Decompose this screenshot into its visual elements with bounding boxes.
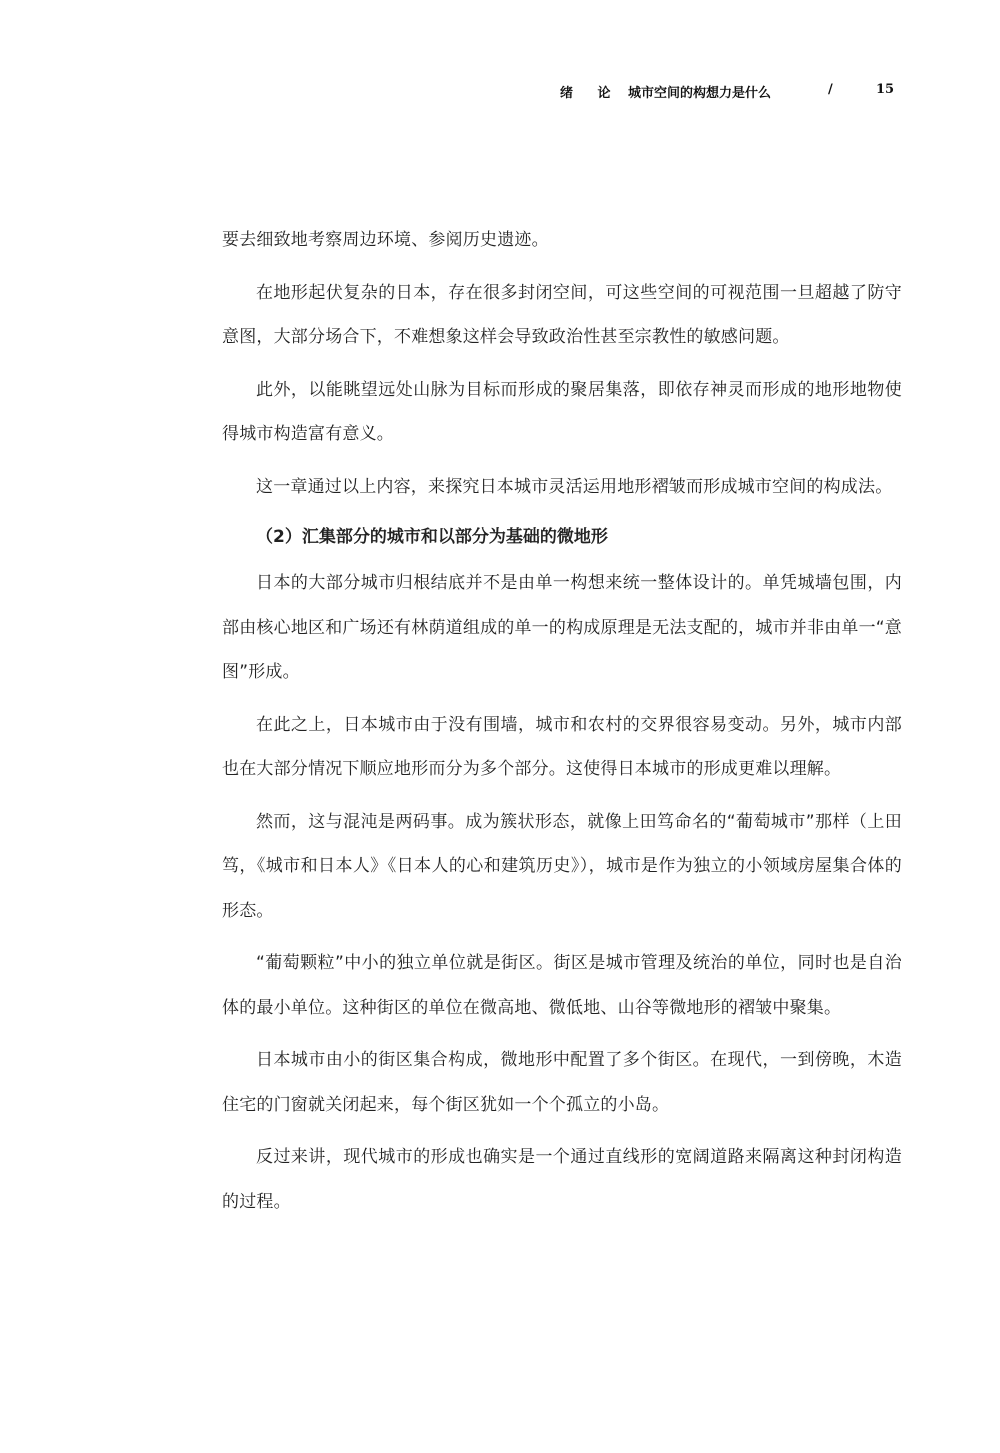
paragraph: 要去细致地考察周边环境、参阅历史遗迹。 xyxy=(222,230,549,250)
page-number: 15 xyxy=(876,82,895,97)
paragraph: “葡萄颗粒”中小的独立单位就是街区。街区是城市管理及统治的单位，同时也是自治体的最小单位。这种街区的单位在微高地、微低地、山谷等微地形的褶皱中聚集。 xyxy=(222,953,902,1018)
paragraph: 然而，这与混沌是两码事。成为簇状形态，就像上田笃命名的“葡萄城市”那样（上田笃，《城市和日本人》《日本人的心和建筑历史》），城市是作为独立的小领域房屋集合体的形态。 xyxy=(222,811,902,921)
paragraph: 反过来讲，现代城市的形成也确实是一个通过直线形的宽阔道路来隔离这种封闭构造的过程。 xyxy=(222,1147,902,1212)
header-title: 城市空间的构想力是什么 xyxy=(628,86,772,101)
header-chapter: 绪 论 xyxy=(560,86,621,101)
paragraph: 日本的大部分城市归根结底并不是由单一构想来统一整体设计的。单凭城墙包围，内部由核心地区和广场还有林荫道组成的单一的构成原理是无法支配的，城市并非由单一“意图”形成。 xyxy=(222,573,902,682)
running-header xyxy=(560,78,900,102)
section-heading: （2）汇集部分的城市和以部分为基础的微地形 xyxy=(256,527,608,547)
paragraph: 在地形起伏复杂的日本，存在很多封闭空间，可这些空间的可视范围一旦超越了防守意图，大部分场合下，不难想象这样会导致政治性甚至宗教性的敏感问题。 xyxy=(222,282,902,347)
paragraph: 此外，以能眺望远处山脉为目标而形成的聚居集落，即依存神灵而形成的地形地物使得城市构造富有意义。 xyxy=(222,379,902,444)
header-separator: / xyxy=(828,82,833,97)
paragraph: 在此之上，日本城市由于没有围墙，城市和农村的交界很容易变动。另外，城市内部也在大部分情况下顺应地形而分为多个部分。这使得日本城市的形成更难以理解。 xyxy=(222,714,902,779)
paragraph: 日本城市由小的街区集合构成，微地形中配置了多个街区。在现代，一到傍晚，木造住宅的门窗就关闭起来，每个街区犹如一个个孤立的小岛。 xyxy=(222,1050,902,1115)
paragraph: 这一章通过以上内容，来探究日本城市灵活运用地形褶皱而形成城市空间的构成法。 xyxy=(256,476,893,497)
body-text xyxy=(222,218,902,1232)
